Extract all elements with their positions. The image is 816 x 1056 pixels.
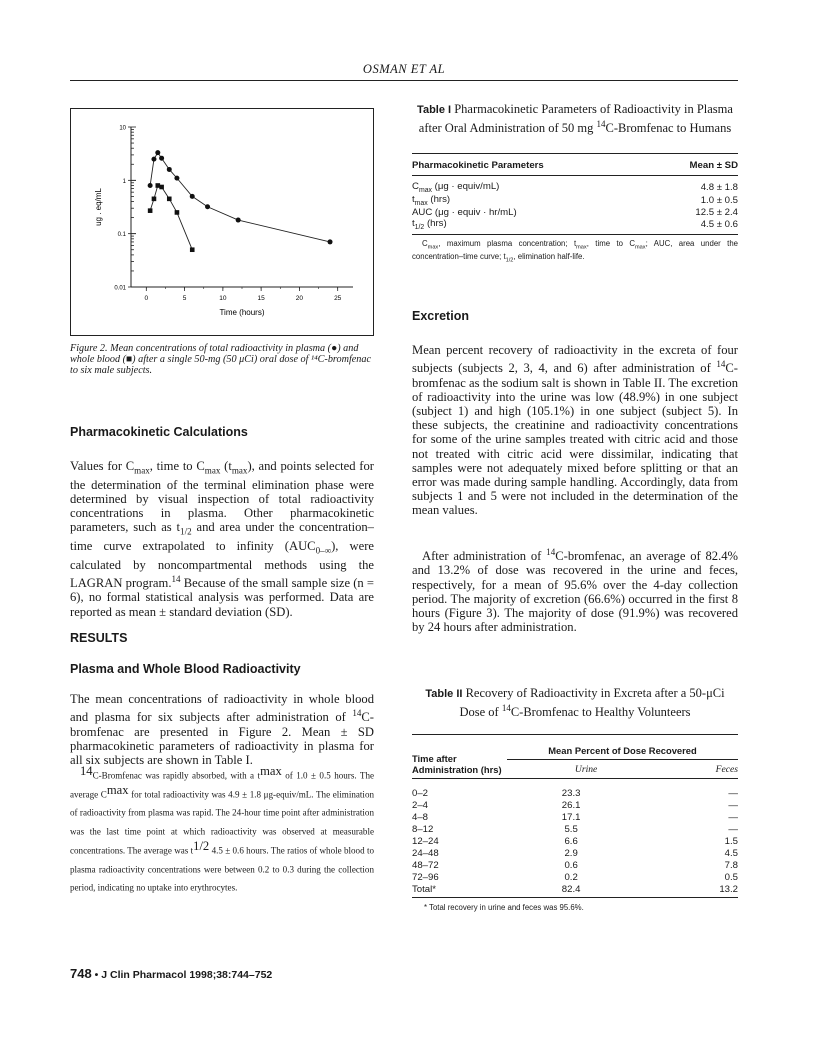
- table-2-feces: —: [728, 787, 738, 799]
- heading-results: RESULTS: [70, 631, 128, 645]
- table-2-col-feces: Feces: [715, 764, 738, 775]
- table-2-row: [412, 859, 738, 871]
- x-tick-label: 20: [295, 295, 304, 302]
- table-2-row: [412, 871, 738, 883]
- heading-plasma-whole-blood: Plasma and Whole Blood Radioactivity: [70, 662, 301, 676]
- table-2-feces: 7.8: [724, 859, 738, 871]
- table-2-time: 48–72: [412, 859, 439, 871]
- figure-2: [70, 108, 374, 336]
- table-1-label: Table I: [417, 104, 452, 116]
- table-2-time: 8–12: [412, 823, 434, 835]
- y-tick-label: 1: [122, 178, 126, 185]
- plasma-point: [174, 176, 179, 181]
- table-2-feces: 4.5: [724, 847, 738, 859]
- table-2-col-urine: Urine: [574, 764, 598, 775]
- plasma-paragraph-2: $14_{C-Bromfenac was rapidly absorbed, with a t}\max$ $_{of 1.0 \pm 0.5 hours. The average C}$max $_{for total radioactivity was 4.9 \pm 1.8 \mu g-equiv/mL. The elimination of radioactivity from plasma was rapid. The 24-hour time point after administration was the last time point at which radioactivity was observed at measurable concentrations. The average was t}$1/2 $_{4.5 \pm 0.6 hours. The ratios of whole blood to plasma radioactivity concentrations were between 0.2 to 0.3 during the collection period, indicating no uptake into erythrocytes.}$: [70, 764, 375, 893]
- table-2-row: [412, 799, 738, 811]
- figure-2-caption: Figure 2. Mean concentrations of total radioactivity in plasma (●) and whole blood (■) after a single 50-mg (50 μCi) oral dose of ¹⁴C-bromfenac to six male subjects.: [70, 343, 372, 376]
- running-header: OSMAN ET AL: [362, 62, 446, 76]
- x-tick-label: 10: [219, 295, 227, 302]
- table-2-row: [412, 787, 738, 799]
- header-rule: [70, 80, 738, 81]
- table-2-title: Recovery of Radioactivity in Excreta after a 50-μCi Dose of $^{14}$C-Bromfenac to Healthy Volunteers: [459, 686, 725, 720]
- table-1-param: $t_{1/2}$ (hrs): [412, 217, 447, 231]
- table-2-urine: 17.1: [561, 811, 581, 823]
- table-1-param: $C_{max}$ (μg · equiv/mL): [412, 181, 500, 194]
- excretion-paragraph-2: After administration of $^{14}$C-bromfenac, an average of 82.4% and 13.2% of dose was recovered in the urine and feces, respectively, for a mean of 95.6% over the 4-day collection period. The majority of excretion (66.6%) occurred in the first 8 hours (Figure 3). The majority of dose (91.9%) was recovered by 24 hours after administration.: [412, 547, 739, 635]
- table-2-time: Total*: [412, 883, 436, 895]
- table-2-urine: 0.6: [564, 859, 578, 871]
- plasma-point: [236, 218, 241, 223]
- table-1-col-params: Pharmacokinetic Parameters: [412, 160, 544, 171]
- table-1-row: [412, 218, 738, 231]
- table-1-param: $t_{max}$ (hrs): [412, 193, 451, 207]
- table-2-time: 24–48: [412, 847, 439, 859]
- table-2-feces: —: [728, 799, 738, 811]
- series-line-2: [150, 186, 192, 250]
- whole-blood-point: [175, 210, 180, 215]
- plasma-point: [205, 204, 210, 209]
- whole-blood-point: [190, 247, 195, 252]
- y-tick-label: 0.01: [114, 285, 126, 292]
- plasma-point: [148, 183, 153, 188]
- footer-bullet: •: [94, 969, 99, 981]
- table-2-row: [412, 883, 738, 895]
- table-1-title: Pharmacokinetic Parameters of Radioactivity in Plasma after Oral Administration of 50 mg $^{14}$C-Bromfenac to Humans: [418, 102, 733, 136]
- table-2-urine: 2.9: [564, 847, 578, 859]
- table-2-row: [412, 811, 738, 823]
- pk-calculations-paragraph: Values for $C_{max}$, time to $C_{max}$ $(t_{max})$, and points selected for the determination of the terminal elimination phase were determined by visual inspection of total radioactivity concentrations in plasma. Other pharmacokinetic parameters, such as $t_{1/2}$ and area under the concentration–time curve extrapolated to infinity $(AUC_{0-\infty})$, were calculated by noncompartmental methods using the LAGRAN program.$^{14}$ Because of the small sample size (n = 6), no formal statistical analysis was performed. Data are reported as mean ± standard deviation (SD).: [70, 459, 375, 619]
- table-2-caption: [412, 686, 738, 719]
- table-2-col-time: Time after Administration (hrs): [412, 753, 502, 775]
- whole-blood-point: [159, 185, 164, 190]
- table-2-feces: 0.5: [724, 871, 738, 883]
- table-2-feces: —: [728, 811, 738, 823]
- table-1-value: 1.0 ± 0.5: [700, 194, 738, 206]
- table-2-urine: 26.1: [561, 799, 581, 811]
- table-2-time: 12–24: [412, 835, 439, 847]
- table-2-row: [412, 847, 738, 859]
- table-1-param: AUC (μg · equiv · hr/mL): [412, 206, 517, 218]
- table-1-value: 4.8 ± 1.8: [700, 181, 738, 193]
- table-1-footnote: $C_{max}$, maximum plasma concentration; $t_{max}$, time to $C_{max}$; AUC, area under the concentration–time curve; $t_{1/2}$, elimination half-life.: [412, 238, 738, 264]
- figure-2-chart: [71, 109, 373, 335]
- journal-citation: J Clin Pharmacol 1998;38:744–752: [101, 969, 273, 981]
- whole-blood-point: [152, 197, 157, 202]
- plasma-point: [167, 167, 172, 172]
- table-2-col-group: Mean Percent of Dose Recovered: [507, 735, 738, 760]
- plasma-point: [190, 194, 195, 199]
- x-tick-label: 5: [182, 295, 187, 302]
- table-1-caption: [412, 102, 738, 135]
- table-1-row: [412, 176, 738, 194]
- table-1-col-mean: Mean ± SD: [689, 160, 738, 171]
- plasma-point: [159, 156, 164, 161]
- page-number: 748: [70, 966, 92, 981]
- table-2-time: 2–4: [412, 799, 429, 811]
- table-2-urine: 5.5: [564, 823, 578, 835]
- plasma-paragraph-1: The mean concentrations of radioactivity in whole blood and plasma for six subjects after administration of $^{14}$C-bromfenac are presented in Figure 2. Mean ± SD pharmacokinetic parameters of radioactivity in plasma for all six subjects are shown in Table I.: [70, 692, 374, 767]
- table-1-row: [412, 207, 738, 218]
- table-2-row: [412, 823, 738, 835]
- heading-excretion: Excretion: [412, 309, 469, 323]
- table-1-value: 4.5 ± 0.6: [700, 218, 738, 230]
- table-2-feces: 1.5: [724, 835, 738, 847]
- whole-blood-point: [167, 197, 172, 202]
- table-2-urine: 0.2: [564, 871, 578, 883]
- table-2-urine: 82.4: [561, 883, 581, 895]
- x-axis-label: Time (hours): [219, 308, 265, 317]
- table-2-urine: 6.6: [564, 835, 578, 847]
- page-footer: [70, 966, 272, 981]
- table-1-value: 12.5 ± 2.4: [695, 206, 738, 218]
- y-tick-label: 10: [119, 125, 126, 132]
- table-2-feces: 13.2: [719, 883, 738, 895]
- table-1: [412, 153, 738, 266]
- x-tick-label: 25: [334, 295, 342, 302]
- table-2-row: [412, 835, 738, 847]
- table-1-row: [412, 194, 738, 207]
- excretion-paragraph-1: Mean percent recovery of radioactivity in the excreta of four subjects (subjects 2, 3, 4, and 6) after administration of $^{14}$C-bromfenac as the sodium salt is shown in Table II. The excretion of radioactivity into the urine was low (48.9%) in one subject (subject 1) and high (105.1%) in one subject (subject 5). In these subjects, the creatinine and radioactivity concentrations for some of the urine samples treated with citric acid and those not treated with citric acid were dissimilar, indicating that samples were not adequately mixed before splitting or that an error was made during sample handling. Accordingly, data from subjects 1 and 5 were not included in the determination of the mean values.: [412, 343, 738, 518]
- heading-pk-calculations: Pharmacokinetic Calculations: [70, 425, 248, 439]
- plasma-point: [328, 239, 333, 244]
- table-2-time: 0–2: [412, 787, 429, 799]
- table-2-time: 72–96: [412, 871, 439, 883]
- table-2-footnote: * Total recovery in urine and feces was 95.6%.: [424, 903, 584, 912]
- y-axis-label: ug . eq/mL: [94, 188, 103, 226]
- plasma-point: [151, 157, 156, 162]
- x-tick-label: 0: [144, 295, 149, 302]
- plasma-point: [155, 150, 160, 155]
- series-line-1: [150, 153, 330, 242]
- whole-blood-point: [148, 208, 153, 213]
- table-2-urine: 23.3: [561, 787, 581, 799]
- table-2-time: 4–8: [412, 811, 429, 823]
- table-2-label: Table II: [425, 688, 463, 700]
- table-2: [412, 734, 738, 912]
- x-tick-label: 15: [257, 295, 265, 302]
- y-tick-label: 0.1: [117, 232, 126, 239]
- table-2-feces: —: [728, 823, 738, 835]
